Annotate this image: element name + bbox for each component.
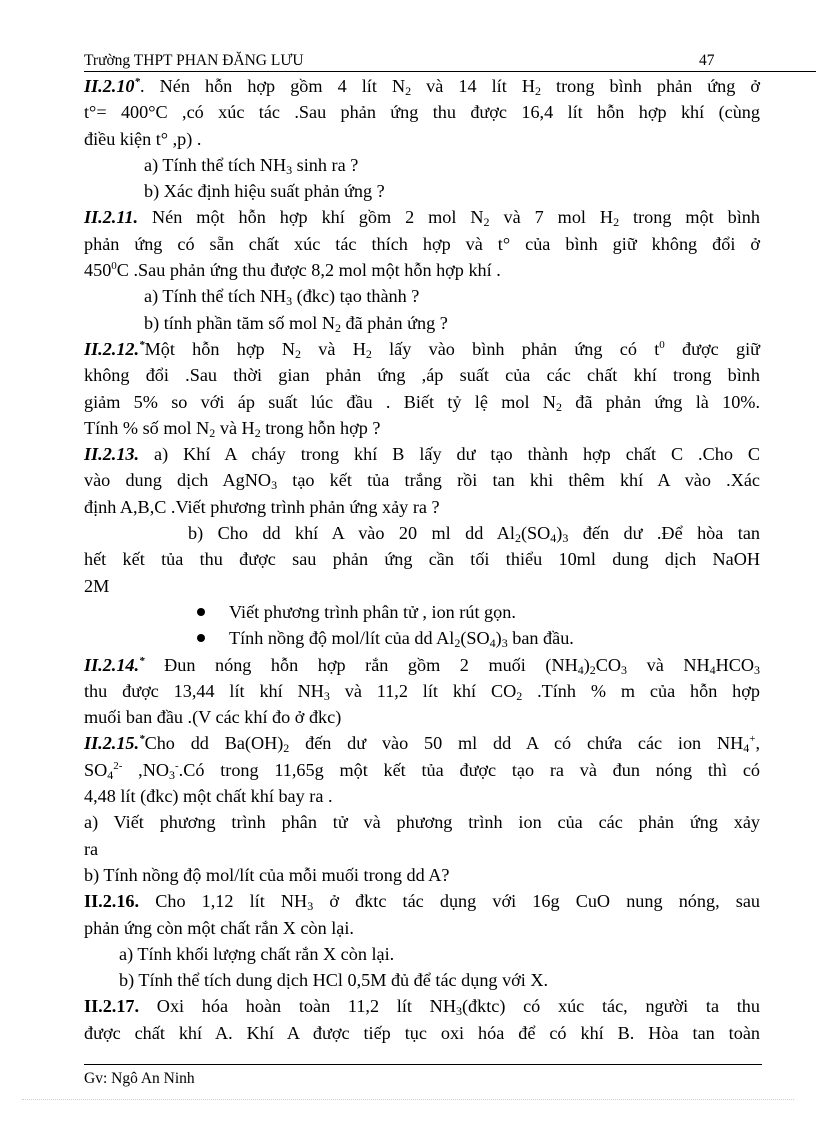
problem-id: II.2.10* — [84, 76, 141, 96]
bullet-icon — [197, 608, 205, 616]
problem-ii-2-13: II.2.13. a) Khí A cháy trong khí B lấy dư tạo thành hợp chất C .Cho C vào dung dịch AgNO$_3$ tạo kết tủa trắng rồi tan khi thêm khí A vào .Xác định A,B,C .Viết phương trình phản ứng xảy ra ? b) Cho dd khí A vào 20 ml dd $Al_2(SO_4)_3$ đến dư .Để hòa tan hết kết tủa thu được sau phản ứng cần tối thiểu 10ml dung dịch NaOH 2M Viết phương trình phân tử , ion rút gọn. Tính nồng độ mol/lít của dd $Al_2(SO_4)_3$ ban đầu. — [84, 444, 760, 651]
page-number: 47 — [699, 52, 715, 69]
problem-id: II.2.12.* — [84, 338, 145, 359]
problem-id: II.2.11. — [84, 207, 139, 228]
school-name: Trường THPT PHAN ĐĂNG LƯU — [84, 52, 304, 69]
problem-ii-2-15: II.2.15.*Cho dd $Ba(OH)_2$ đến dư vào 50 ml dd A có chứa các ion $NH_4^+$, $SO_4^{2-}$ $,NO_3^-.Có$ trong 11,65g một kết tủa được tạo ra và đun nóng thì có 4,48 lít (đkc) một chất khí bay ra . a) Viết phương trình phân tử và phương trình ion của các phản ứng xảy ra b) Tính nồng độ mol/lít của mỗi muối trong dd A? — [84, 733, 760, 885]
problem-id: II.2.13. — [84, 444, 140, 465]
header-rule — [84, 71, 816, 72]
problem-ii-2-10: II.2.10*. Nén hỗn hợp gồm 4 lít $N_2$ và 14 lít $H_2$ trong bình phản ứng ở t°= 400°C ,có xúc tác .Sau phản ứng thu được 16,4 lít hỗn hợp khí (cùng điều kiện t° ,p) . a) Tính thể tích $NH_3$ sinh ra ? b) Xác định hiệu suất phản ứng ? — [84, 76, 760, 202]
problem-id: II.2.17. — [84, 996, 140, 1017]
bullet-icon — [197, 634, 205, 642]
problem-id: II.2.15.* — [84, 733, 145, 754]
page-bottom-border — [22, 1099, 794, 1100]
page-footer: Gv: Ngô An Ninh — [84, 1070, 195, 1087]
problem-ii-2-16: II.2.16. Cho 1,12 lít $NH_3$ ở đktc tác dụng với 16g CuO nung nóng, sau phản ứng còn một chất rắn X còn lại. a) Tính khối lượng chất rắn X còn lại. b) Tính thể tích dung dịch HCl 0,5M đủ để tác dụng với X. — [84, 891, 761, 991]
problem-ii-2-14: II.2.14.* Đun nóng hỗn hợp rắn gồm 2 muối $(NH_4)_2CO_3$ và $NH_4HCO_3$ thu được 13,44 lít khí $NH_3$ và 11,2 lít khí $CO_2$ .Tính % m của hỗn hợp muối ban đầu .(V các khí đo ở đkc) — [84, 654, 760, 728]
problem-ii-2-11: II.2.11. Nén một hỗn hợp khí gồm 2 mol $N_2$ và 7 mol $H_2$ trong một bình phản ứng có sẵn chất xúc tác thích hợp và t° của bình giữ không đổi ở $450^0C$ .Sau phản ứng thu được 8,2 mol một hỗn hợp khí . a) Tính thể tích $NH_3$ (đkc) tạo thành ? b) tính phần tăm số mol $N_2$ đã phản ứng ? — [84, 207, 760, 335]
footer-rule — [84, 1064, 762, 1065]
bullet-item: Tính nồng độ mol/lít của dd $Al_2(SO_4)_3$ ban đầu. — [84, 625, 760, 651]
page-header — [84, 52, 762, 72]
problem-id: II.2.14.* — [84, 654, 145, 675]
problem-ii-2-12: II.2.12.*Một hỗn hợp $N_2$ và $H_2$ lấy vào bình phản ứng có $t^0$ được giữ không đổi .Sau thời gian phản ứng ,áp suất của các chất khí trong bình giảm 5% so với áp suất lúc đầu . Biết tỷ lệ mol $N_2$ đã phản ứng là 10%. Tính % số mol $N_2$ và $H_2$ trong hỗn hợp ? — [84, 338, 761, 440]
problem-list — [84, 73, 760, 1046]
bullet-item: Viết phương trình phân tử , ion rút gọn. — [84, 599, 760, 625]
problem-id: II.2.16. — [84, 891, 140, 912]
problem-ii-2-17: II.2.17. Oxi hóa hoàn toàn 11,2 lít $NH_3(đktc)$ có xúc tác, người ta thu được chất khí A. Khí A được tiếp tục oxi hóa để có khí B. Hòa tan toàn — [84, 996, 760, 1043]
